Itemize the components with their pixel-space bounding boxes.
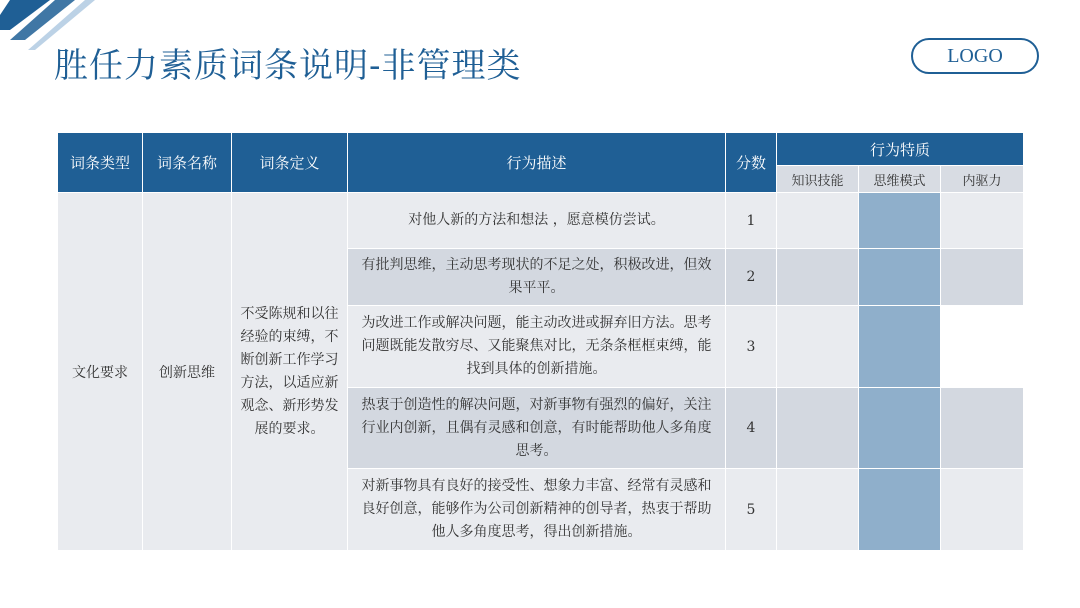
header-trait-thinking: 思维模式 (859, 166, 941, 193)
trait-knowledge-cell (777, 388, 859, 469)
score-cell: 5 (726, 469, 777, 551)
trait-knowledge-cell (777, 469, 859, 551)
behavior-desc: 为改进工作或解决问题，能主动改进或摒弃旧方法。思考问题既能发散穷尽、又能聚焦对比，无条条框框束缚，能找到具体的创新措施。 (348, 306, 726, 388)
trait-thinking-cell (859, 388, 941, 469)
trait-thinking-cell (859, 306, 941, 388)
trait-knowledge-cell (777, 249, 859, 306)
logo-badge: LOGO (911, 38, 1039, 74)
behavior-desc: 对他人新的方法和想法 ，愿意模仿尝试。 (348, 193, 726, 249)
trait-knowledge-cell (777, 193, 859, 249)
header-behavior: 行为描述 (348, 133, 726, 193)
competency-table (57, 132, 1024, 551)
table-row (58, 193, 1024, 249)
trait-thinking-cell (859, 193, 941, 249)
behavior-desc: 热衷于创造性的解决问题，对新事物有强烈的偏好，关注行业内创新，且偶有灵感和创意，有时能帮助他人多角度思考。 (348, 388, 726, 469)
page-title: 胜任力素质词条说明-非管理类 (54, 46, 522, 86)
trait-drive-cell (941, 388, 1024, 469)
entry-type: 文化要求 (58, 193, 143, 551)
entry-name: 创新思维 (143, 193, 232, 551)
header-trait-drive: 内驱力 (941, 166, 1024, 193)
trait-thinking-cell (859, 469, 941, 551)
header-score: 分数 (726, 133, 777, 193)
trait-thinking-cell (859, 249, 941, 306)
score-cell: 3 (726, 306, 777, 388)
trait-drive-cell (941, 469, 1024, 551)
behavior-desc: 对新事物具有良好的接受性、想象力丰富、经常有灵感和良好创意，能够作为公司创新精神的创导者，热衷于帮助他人多角度思考，得出创新措施。 (348, 469, 726, 551)
trait-drive-cell (941, 249, 1024, 306)
trait-drive-cell (941, 306, 1024, 388)
header-traits: 行为特质 (777, 133, 1024, 166)
header-definition: 词条定义 (232, 133, 348, 193)
header-name: 词条名称 (143, 133, 232, 193)
header-trait-knowledge: 知识技能 (777, 166, 859, 193)
entry-definition: 不受陈规和以往经验的束缚，不断创新工作学习方法，以适应新观念、新形势发展的要求。 (232, 193, 348, 551)
trait-knowledge-cell (777, 306, 859, 388)
trait-drive-cell (941, 193, 1024, 249)
score-cell: 4 (726, 388, 777, 469)
score-cell: 1 (726, 193, 777, 249)
score-cell: 2 (726, 249, 777, 306)
behavior-desc: 有批判思维，主动思考现状的不足之处，积极改进，但效果平平。 (348, 249, 726, 306)
header-type: 词条类型 (58, 133, 143, 193)
